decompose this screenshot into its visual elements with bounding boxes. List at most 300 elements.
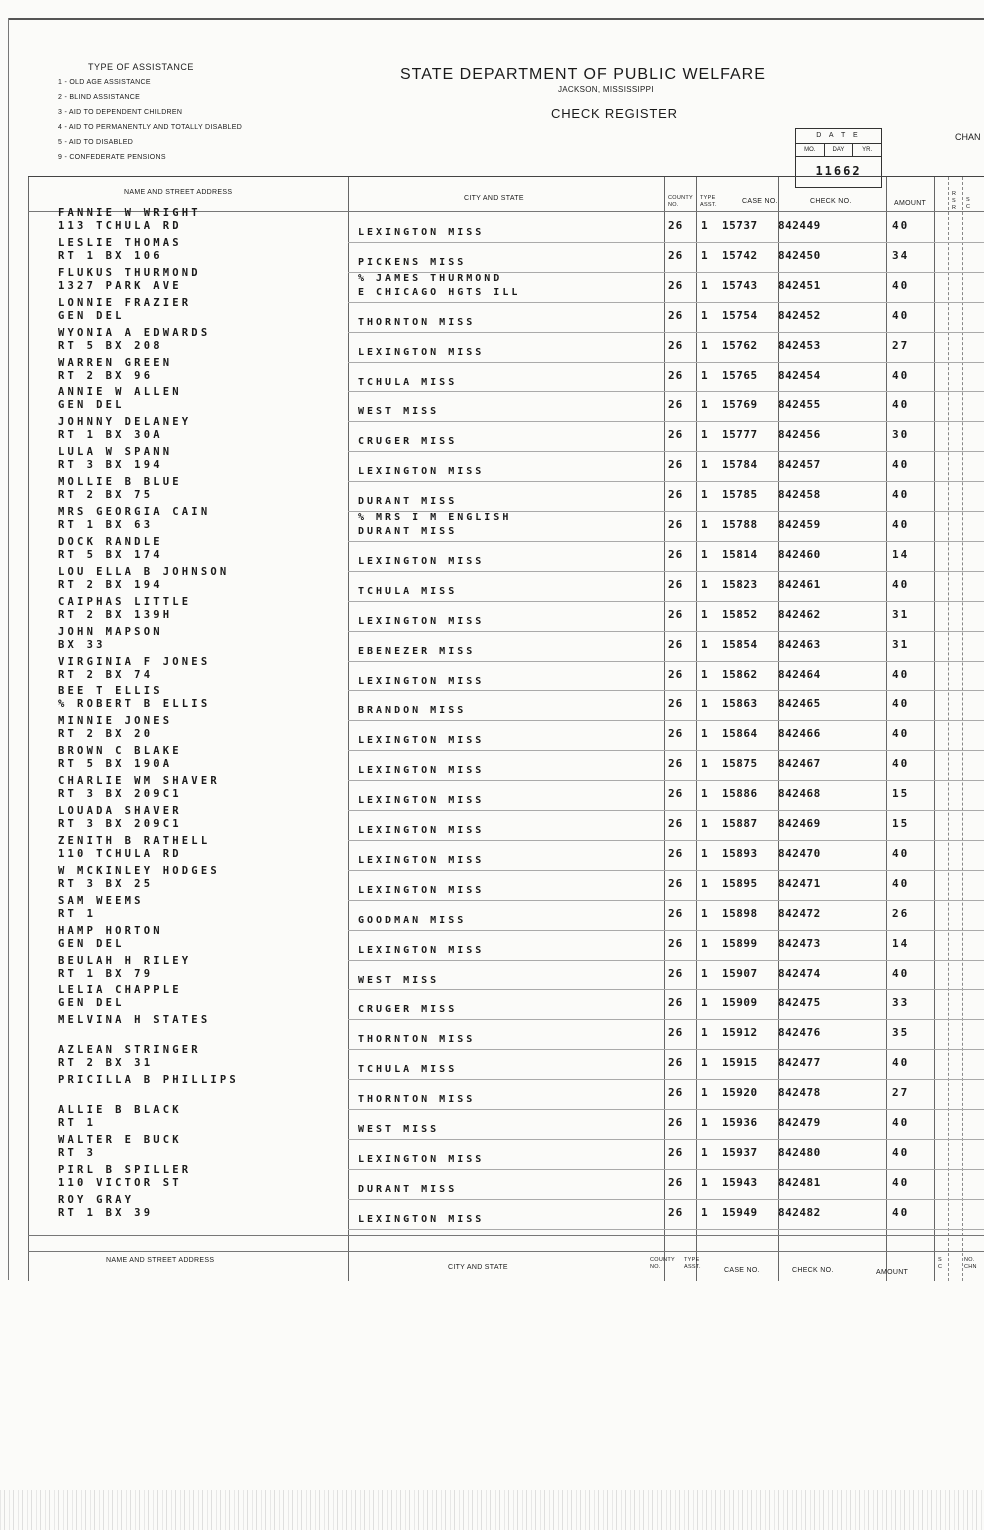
city-state: LEXINGTON MISS <box>358 765 485 777</box>
city-state: LEXINGTON MISS <box>358 825 485 836</box>
footer-sc-header: S C <box>938 1257 943 1270</box>
location-subtitle: JACKSON, MISSISSIPPI <box>558 85 654 94</box>
date-subheaders <box>796 144 881 157</box>
amount: 40 <box>892 1145 910 1159</box>
amount: 27 <box>892 338 910 352</box>
case-number: 15915 <box>722 1056 758 1070</box>
check-number: 842464 <box>778 667 821 681</box>
page-title: STATE DEPARTMENT OF PUBLIC WELFARE <box>400 66 766 83</box>
case-number: 15875 <box>722 757 758 771</box>
city-state: PICKENS MISS <box>358 256 467 268</box>
assistance-type: 1 <box>701 876 708 890</box>
amount-header: AMOUNT <box>894 200 927 207</box>
case-number: 15863 <box>722 697 758 711</box>
street-address: RT 5 BX 190A <box>58 758 173 771</box>
case-number: 15899 <box>722 936 758 950</box>
city-state: TCHULA MISS <box>358 376 458 388</box>
check-header: CHECK NO. <box>810 198 852 205</box>
amount: 40 <box>892 697 910 711</box>
assistance-type: 1 <box>701 667 708 681</box>
case-number: 15887 <box>722 817 758 830</box>
city-state: LEXINGTON MISS <box>358 854 485 866</box>
recipient-name: FANNIE W WRIGHT <box>58 207 201 219</box>
case-number: 15737 <box>722 219 758 232</box>
case-number: 15893 <box>722 846 758 860</box>
check-number: 842469 <box>778 817 821 830</box>
rsr-header: R S R <box>952 191 957 211</box>
case-number: 15823 <box>722 577 758 591</box>
county-number: 26 <box>668 936 684 950</box>
check-number: 842475 <box>778 996 821 1010</box>
county-number: 26 <box>668 727 684 741</box>
assistance-type: 1 <box>701 996 708 1010</box>
check-number: 842482 <box>778 1205 821 1219</box>
case-number: 15895 <box>722 876 758 890</box>
amount: 40 <box>892 278 910 292</box>
recipient-name: PRICILLA B PHILLIPS <box>58 1074 239 1087</box>
assistance-type: 1 <box>701 1175 708 1189</box>
case-number: 15862 <box>722 667 758 681</box>
check-number: 842460 <box>778 547 821 561</box>
case-number: 15762 <box>722 338 758 352</box>
assistance-type: 1 <box>701 428 708 442</box>
check-number: 842471 <box>778 876 821 890</box>
assistance-type: 1 <box>701 727 708 741</box>
recipient-name: MOLLIE B BLUE <box>58 476 182 489</box>
check-number: 842472 <box>778 906 821 920</box>
street-address: 110 VICTOR ST <box>58 1176 182 1189</box>
legend-item: 3 - AID TO DEPENDENT CHILDREN <box>58 109 183 116</box>
city-state: LEXINGTON MISS <box>358 1153 485 1165</box>
case-number: 15920 <box>722 1086 758 1100</box>
street-address: BX 33 <box>58 638 106 651</box>
assistance-type: 1 <box>701 936 708 950</box>
amount: 40 <box>892 667 910 681</box>
date-day-label: DAY <box>825 144 854 156</box>
legend-item: 2 - BLIND ASSISTANCE <box>58 94 141 101</box>
assistance-type: 1 <box>701 906 708 920</box>
case-number: 15852 <box>722 607 758 621</box>
street-address: RT 1 BX 39 <box>58 1206 154 1219</box>
street-address: RT 3 BX 194 <box>58 459 163 472</box>
footer-city-header: CITY AND STATE <box>448 1264 508 1271</box>
city-state: THORNTON MISS <box>358 1034 476 1046</box>
street-address: GEN DEL <box>58 937 125 950</box>
city-state: LEXINGTON MISS <box>358 675 485 687</box>
street-address: RT 2 BX 96 <box>58 369 154 382</box>
amount: 14 <box>892 547 910 561</box>
footer-rule <box>28 1251 984 1252</box>
table-row <box>28 864 984 901</box>
county-number: 26 <box>668 906 684 920</box>
street-address: RT 3 BX 25 <box>58 877 154 890</box>
street-address: RT 2 BX 194 <box>58 578 163 591</box>
case-number: 15814 <box>722 547 758 561</box>
assistance-type: 1 <box>701 1116 708 1129</box>
county-number: 26 <box>668 817 684 830</box>
check-number: 842470 <box>778 846 821 860</box>
recipient-name: JOHNNY DELANEY <box>58 416 192 429</box>
register-title: CHECK REGISTER <box>551 106 678 121</box>
street-address: RT 1 BX 30A <box>58 429 163 442</box>
recipient-name: FLUKUS THURMOND <box>58 266 201 279</box>
recipient-name: LULA W SPANN <box>58 446 173 459</box>
check-number: 842467 <box>778 757 821 771</box>
assistance-type: 1 <box>701 1205 708 1219</box>
check-number: 842462 <box>778 607 821 621</box>
street-address: RT 2 BX 75 <box>58 489 154 502</box>
case-header: CASE NO. <box>742 198 778 205</box>
city-state: TCHULA MISS <box>358 585 458 597</box>
recipient-name: JOHN MAPSON <box>58 625 163 638</box>
check-number: 842478 <box>778 1086 821 1100</box>
type-header: TYPE ASST. <box>700 195 717 208</box>
assistance-type: 1 <box>701 368 708 382</box>
street-address: RT 1 <box>58 907 97 920</box>
amount: 40 <box>892 458 910 472</box>
chan-label: CHAN <box>955 132 981 142</box>
check-number: 842455 <box>778 398 821 412</box>
city-state: CRUGER MISS <box>358 1004 458 1016</box>
county-number: 26 <box>668 219 684 232</box>
county-number: 26 <box>668 1056 684 1070</box>
city-state: BRANDON MISS <box>358 705 467 717</box>
amount: 40 <box>892 308 910 322</box>
check-number: 842454 <box>778 368 821 382</box>
street-address: RT 1 <box>58 1117 97 1129</box>
city-state: GOODMAN MISS <box>358 914 467 926</box>
city-header: CITY AND STATE <box>464 195 524 202</box>
street-address: RT 3 BX 209C1 <box>58 818 182 830</box>
amount: 35 <box>892 1026 910 1040</box>
county-number: 26 <box>668 846 684 860</box>
assistance-type: 1 <box>701 278 708 292</box>
city-state: % JAMES THURMOND <box>358 272 503 284</box>
case-number: 15909 <box>722 996 758 1010</box>
legend-item: 5 - AID TO DISABLED <box>58 139 134 146</box>
city-state-line2: DURANT MISS <box>358 526 458 537</box>
county-number: 26 <box>668 547 684 561</box>
case-number: 15784 <box>722 458 758 472</box>
page-left-edge <box>8 18 9 1280</box>
county-number: 26 <box>668 757 684 771</box>
city-state: LEXINGTON MISS <box>358 227 485 238</box>
amount: 40 <box>892 219 910 232</box>
amount: 15 <box>892 817 910 830</box>
assistance-type: 1 <box>701 398 708 412</box>
street-address: GEN DEL <box>58 399 125 412</box>
name-header: NAME AND STREET ADDRESS <box>124 189 233 196</box>
assistance-type: 1 <box>701 757 708 771</box>
case-number: 15788 <box>722 518 758 531</box>
recipient-name: MELVINA H STATES <box>58 1014 211 1027</box>
street-address: RT 3 BX 209C1 <box>58 788 182 801</box>
table-row <box>28 1163 984 1200</box>
footer-case-header: CASE NO. <box>724 1267 760 1274</box>
recipient-name: MINNIE JONES <box>58 715 173 728</box>
check-number: 842457 <box>778 458 821 472</box>
county-number: 26 <box>668 1175 684 1189</box>
footer-name-header: NAME AND STREET ADDRESS <box>106 1257 215 1264</box>
city-state: LEXINGTON MISS <box>358 944 485 956</box>
table-row <box>28 894 984 931</box>
county-number: 26 <box>668 428 684 442</box>
amount: 33 <box>892 996 910 1010</box>
assistance-type: 1 <box>701 1056 708 1070</box>
case-number: 15785 <box>722 488 758 502</box>
recipient-name: HAMP HORTON <box>58 924 163 937</box>
city-state: WEST MISS <box>358 1124 440 1135</box>
case-number: 15765 <box>722 368 758 382</box>
assistance-type: 1 <box>701 607 708 621</box>
assistance-type: 1 <box>701 1145 708 1159</box>
case-number: 15907 <box>722 966 758 980</box>
city-state-line2: E CHICAGO HGTS ILL <box>358 286 521 298</box>
city-state: DURANT MISS <box>358 496 458 508</box>
case-number: 15754 <box>722 308 758 322</box>
page-top-edge <box>8 18 984 20</box>
amount: 31 <box>892 607 910 621</box>
recipient-name: WARREN GREEN <box>58 356 173 369</box>
recipient-name: ROY GRAY <box>58 1193 135 1206</box>
recipient-name: BROWN C BLAKE <box>58 745 182 758</box>
legend-item: 9 - CONFEDERATE PENSIONS <box>58 154 166 161</box>
legend-title: TYPE OF ASSISTANCE <box>88 62 194 72</box>
amount: 40 <box>892 846 910 860</box>
case-number: 15937 <box>722 1145 758 1159</box>
street-address: RT 5 BX 208 <box>58 339 163 352</box>
register-table <box>28 176 984 1283</box>
table-row <box>28 595 984 632</box>
table-row <box>28 506 984 542</box>
assistance-type: 1 <box>701 1086 708 1100</box>
amount: 14 <box>892 936 910 950</box>
assistance-type: 1 <box>701 458 708 472</box>
city-state: THORNTON MISS <box>358 316 476 328</box>
county-number: 26 <box>668 338 684 352</box>
footer-county-header: COUNTY NO. <box>650 1257 675 1270</box>
street-address: RT 1 BX 63 <box>58 519 154 531</box>
county-number: 26 <box>668 1026 684 1040</box>
case-number: 15943 <box>722 1175 758 1189</box>
county-number: 26 <box>668 1145 684 1159</box>
county-number: 26 <box>668 398 684 412</box>
assistance-type: 1 <box>701 697 708 711</box>
street-address: RT 2 BX 20 <box>58 728 154 741</box>
street-address: GEN DEL <box>58 997 125 1010</box>
table-row <box>28 1193 984 1230</box>
county-number: 26 <box>668 1205 684 1219</box>
check-number: 842461 <box>778 577 821 591</box>
street-address: % ROBERT B ELLIS <box>58 698 211 711</box>
case-number: 15777 <box>722 428 758 442</box>
street-address: RT 1 BX 79 <box>58 967 154 980</box>
street-address: RT 3 <box>58 1146 97 1159</box>
check-number: 842468 <box>778 787 821 801</box>
date-year-label: YR. <box>862 147 873 153</box>
recipient-name: CAIPHAS LITTLE <box>58 595 192 608</box>
recipient-name: LELIA CHAPPLE <box>58 984 182 997</box>
city-state: % MRS I M ENGLISH <box>358 512 512 523</box>
assistance-type: 1 <box>701 488 708 502</box>
amount: 34 <box>892 248 910 262</box>
recipient-name: WYONIA A EDWARDS <box>58 326 211 339</box>
amount: 40 <box>892 577 910 591</box>
check-number: 842476 <box>778 1026 821 1040</box>
date-label: D A T E <box>796 129 881 144</box>
county-number: 26 <box>668 876 684 890</box>
legend-item: 4 - AID TO PERMANENTLY AND TOTALLY DISABLED <box>58 124 243 131</box>
case-number: 15769 <box>722 398 758 412</box>
city-state: EBENEZER MISS <box>358 645 476 657</box>
amount: 31 <box>892 637 910 651</box>
street-address: RT 2 BX 74 <box>58 668 154 681</box>
recipient-name: PIRL B SPILLER <box>58 1163 192 1176</box>
assistance-type: 1 <box>701 518 708 531</box>
amount: 26 <box>892 906 910 920</box>
check-number: 842463 <box>778 637 821 651</box>
county-header: COUNTY NO. <box>668 195 693 208</box>
assistance-type: 1 <box>701 817 708 830</box>
county-number: 26 <box>668 787 684 801</box>
recipient-name: BEULAH H RILEY <box>58 954 192 967</box>
recipient-name: CHARLIE WM SHAVER <box>58 775 220 788</box>
case-number: 15742 <box>722 248 758 262</box>
footer-check-header: CHECK NO. <box>792 1267 834 1274</box>
check-number: 842459 <box>778 518 821 531</box>
street-address: 113 TCHULA RD <box>58 220 182 232</box>
assistance-type: 1 <box>701 637 708 651</box>
city-state: LEXINGTON MISS <box>358 735 485 747</box>
case-number: 15949 <box>722 1205 758 1219</box>
sc-header: S C <box>966 197 971 210</box>
date-value: 11662 <box>815 164 862 178</box>
county-number: 26 <box>668 488 684 502</box>
case-number: 15898 <box>722 906 758 920</box>
amount: 30 <box>892 428 910 442</box>
amount: 40 <box>892 727 910 741</box>
footer-chn-header: NO. CHN <box>964 1257 977 1270</box>
recipient-name: ANNIE W ALLEN <box>58 386 182 399</box>
assistance-type: 1 <box>701 846 708 860</box>
recipient-name: AZLEAN STRINGER <box>58 1044 201 1057</box>
assistance-type: 1 <box>701 577 708 591</box>
check-number: 842465 <box>778 697 821 711</box>
check-number: 842479 <box>778 1116 821 1129</box>
case-number: 15936 <box>722 1116 758 1129</box>
city-state: THORNTON MISS <box>358 1094 476 1106</box>
county-number: 26 <box>668 667 684 681</box>
case-number: 15743 <box>722 278 758 292</box>
city-state: LEXINGTON MISS <box>358 884 485 896</box>
county-number: 26 <box>668 458 684 472</box>
county-number: 26 <box>668 308 684 322</box>
county-number: 26 <box>668 278 684 292</box>
check-number: 842453 <box>778 338 821 352</box>
assistance-type: 1 <box>701 966 708 980</box>
county-number: 26 <box>668 1086 684 1100</box>
recipient-name: DOCK RANDLE <box>58 535 163 548</box>
city-state: WEST MISS <box>358 974 440 986</box>
assistance-type: 1 <box>701 1026 708 1040</box>
city-state: LEXINGTON MISS <box>358 795 485 807</box>
assistance-type: 1 <box>701 219 708 232</box>
street-address: RT 2 BX 31 <box>58 1057 154 1070</box>
street-address: RT 1 BX 106 <box>58 249 163 262</box>
recipient-name: MRS GEORGIA CAIN <box>58 506 211 518</box>
amount: 40 <box>892 518 910 531</box>
street-address: GEN DEL <box>58 309 125 322</box>
recipient-name: ZENITH B RATHELL <box>58 834 211 847</box>
case-number: 15912 <box>722 1026 758 1040</box>
street-address: RT 5 BX 174 <box>58 548 163 561</box>
amount: 40 <box>892 966 910 980</box>
check-number: 842466 <box>778 727 821 741</box>
amount: 40 <box>892 1175 910 1189</box>
street-address: RT 2 BX 139H <box>58 608 173 621</box>
check-number: 842473 <box>778 936 821 950</box>
county-number: 26 <box>668 996 684 1010</box>
amount: 40 <box>892 368 910 382</box>
city-state: TCHULA MISS <box>358 1064 458 1076</box>
case-number: 15886 <box>722 787 758 801</box>
amount: 15 <box>892 787 910 801</box>
amount: 27 <box>892 1086 910 1100</box>
street-address: 1327 PARK AVE <box>58 279 182 292</box>
check-number: 842449 <box>778 219 821 232</box>
scan-noise <box>0 1490 984 1530</box>
amount: 40 <box>892 398 910 412</box>
recipient-name: BEE T ELLIS <box>58 685 163 698</box>
assistance-type: 1 <box>701 248 708 262</box>
recipient-name: WALTER E BUCK <box>58 1133 182 1146</box>
amount: 40 <box>892 876 910 890</box>
assistance-type-legend <box>58 60 242 165</box>
case-number: 15864 <box>722 727 758 741</box>
recipient-name: LOUADA SHAVER <box>58 805 182 817</box>
recipient-name: W MCKINLEY HODGES <box>58 864 220 877</box>
recipient-name: VIRGINIA F JONES <box>58 655 211 668</box>
county-number: 26 <box>668 966 684 980</box>
table-row <box>28 655 984 692</box>
legend-item: 1 - OLD AGE ASSISTANCE <box>58 79 151 86</box>
amount: 40 <box>892 1056 910 1070</box>
check-number: 842452 <box>778 308 821 322</box>
street-address: 110 TCHULA RD <box>58 847 182 860</box>
assistance-type: 1 <box>701 338 708 352</box>
city-state: LEXINGTON MISS <box>358 466 485 478</box>
check-number: 842480 <box>778 1145 821 1159</box>
city-state: WEST MISS <box>358 406 440 418</box>
county-number: 26 <box>668 368 684 382</box>
recipient-name: LOU ELLA B JOHNSON <box>58 565 230 578</box>
amount: 40 <box>892 1116 910 1129</box>
check-number: 842450 <box>778 248 821 262</box>
city-state: LEXINGTON MISS <box>358 346 485 358</box>
recipient-name: ALLIE B BLACK <box>58 1104 182 1116</box>
county-number: 26 <box>668 577 684 591</box>
check-number: 842456 <box>778 428 821 442</box>
footer-type-header: TYPE ASST. <box>684 1257 701 1270</box>
city-state: LEXINGTON MISS <box>358 1213 485 1225</box>
county-number: 26 <box>668 637 684 651</box>
amount: 40 <box>892 488 910 502</box>
assistance-type: 1 <box>701 308 708 322</box>
check-number: 842458 <box>778 488 821 502</box>
recipient-name: LESLIE THOMAS <box>58 236 182 249</box>
check-number: 842474 <box>778 966 821 980</box>
county-number: 26 <box>668 607 684 621</box>
